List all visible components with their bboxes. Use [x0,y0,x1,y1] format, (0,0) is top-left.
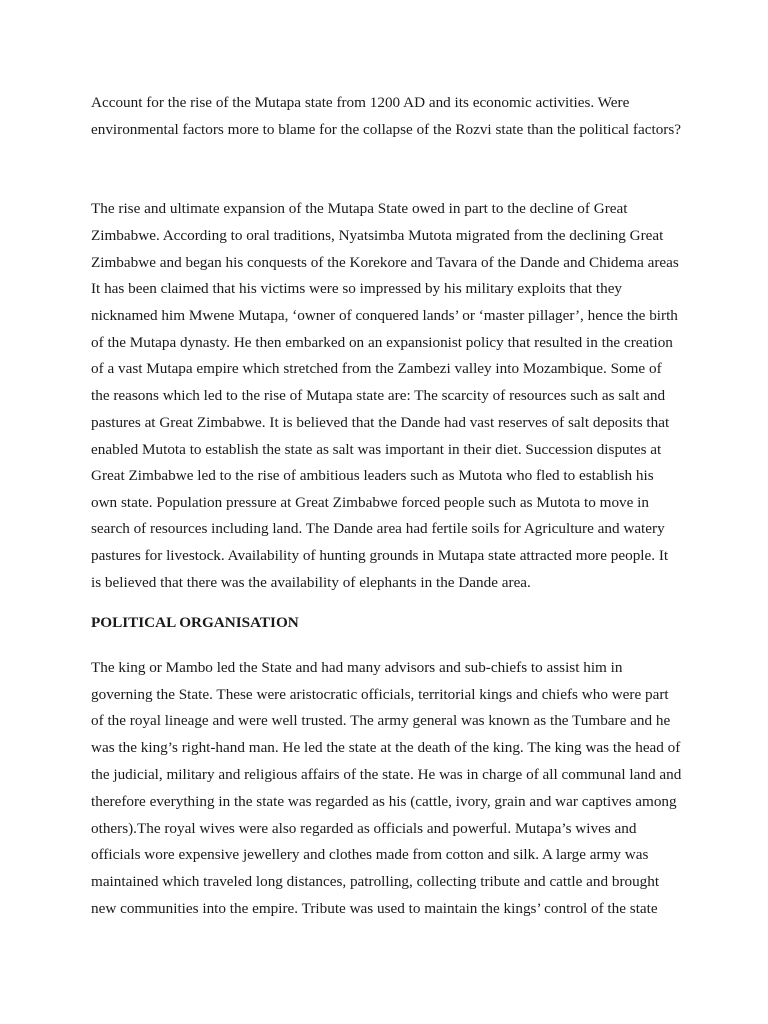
intro-line: the reasons which led to the rise of Mutapa state are: The scarcity of resources such as salt and [91,387,666,404]
intro-line: The rise and ultimate expansion of the Mutapa State owed in part to the decline of Great [91,200,628,217]
intro-line: It has been claimed that his victims were so impressed by his military exploits that they [91,280,623,297]
question-line: Account for the rise of the Mutapa state from 1200 AD and its economic activities. Were [91,94,630,111]
intro-line: search of resources including land. The Dande area had fertile soils for Agriculture and watery [91,520,665,537]
political-line: maintained which traveled long distances, patrolling, collecting tribute and cattle and brought [91,873,660,890]
intro-line: pastures at Great Zimbabwe. It is believed that the Dande had vast reserves of salt deposits that [91,414,670,431]
intro-line: nicknamed him Mwene Mutapa, ‘owner of conquered lands’ or ‘master pillager’, hence the birth [91,307,678,324]
intro-line: Zimbabwe. According to oral traditions, Nyatsimba Mutota migrated from the declining Great [91,227,664,244]
intro-line: is believed that there was the availability of elephants in the Dande area. [91,574,531,591]
political-line: others).The royal wives were also regarded as officials and powerful. Mutapa’s wives and [91,820,637,837]
political-line: officials wore expensive jewellery and clothes made from cotton and silk. A large army was [91,846,649,863]
political-line: new communities into the empire. Tribute was used to maintain the kings’ control of the state [91,900,658,917]
intro-line: enabled Mutota to establish the state as salt was important in their diet. Succession disputes at [91,441,662,458]
political-line: governing the State. These were aristocratic officials, territorial kings and chiefs who were part [91,686,669,703]
intro-line: own state. Population pressure at Great Zimbabwe forced people such as Mutota to move in [91,494,649,511]
intro-line: of the Mutapa dynasty. He then embarked on an expansionist policy that resulted in the creation [91,334,673,351]
intro-line: of a vast Mutapa empire which stretched from the Zambezi valley into Mozambique. Some of [91,360,662,377]
political-line: therefore everything in the state was regarded as his (cattle, ivory, grain and war captives among [91,793,677,810]
political-line: was the king’s right-hand man. He led the state at the death of the king. The king was the head of [91,739,681,756]
intro-line: Great Zimbabwe led to the rise of ambitious leaders such as Mutota who fled to establish his [91,467,654,484]
question-line: environmental factors more to blame for the collapse of the Rozvi state than the political factors? [91,121,681,138]
section-heading: POLITICAL ORGANISATION [91,614,299,631]
political-line: of the royal lineage and were well trusted. The army general was known as the Tumbare and he [91,712,671,729]
political-line: The king or Mambo led the State and had many advisors and sub-chiefs to assist him in [91,659,623,676]
intro-line: Zimbabwe and began his conquests of the Korekore and Tavara of the Dande and Chidema areas [91,254,679,271]
political-line: the judicial, military and religious affairs of the state. He was in charge of all communal land and [91,766,682,783]
intro-line: pastures for livestock. Availability of hunting grounds in Mutapa state attracted more people. It [91,547,669,564]
